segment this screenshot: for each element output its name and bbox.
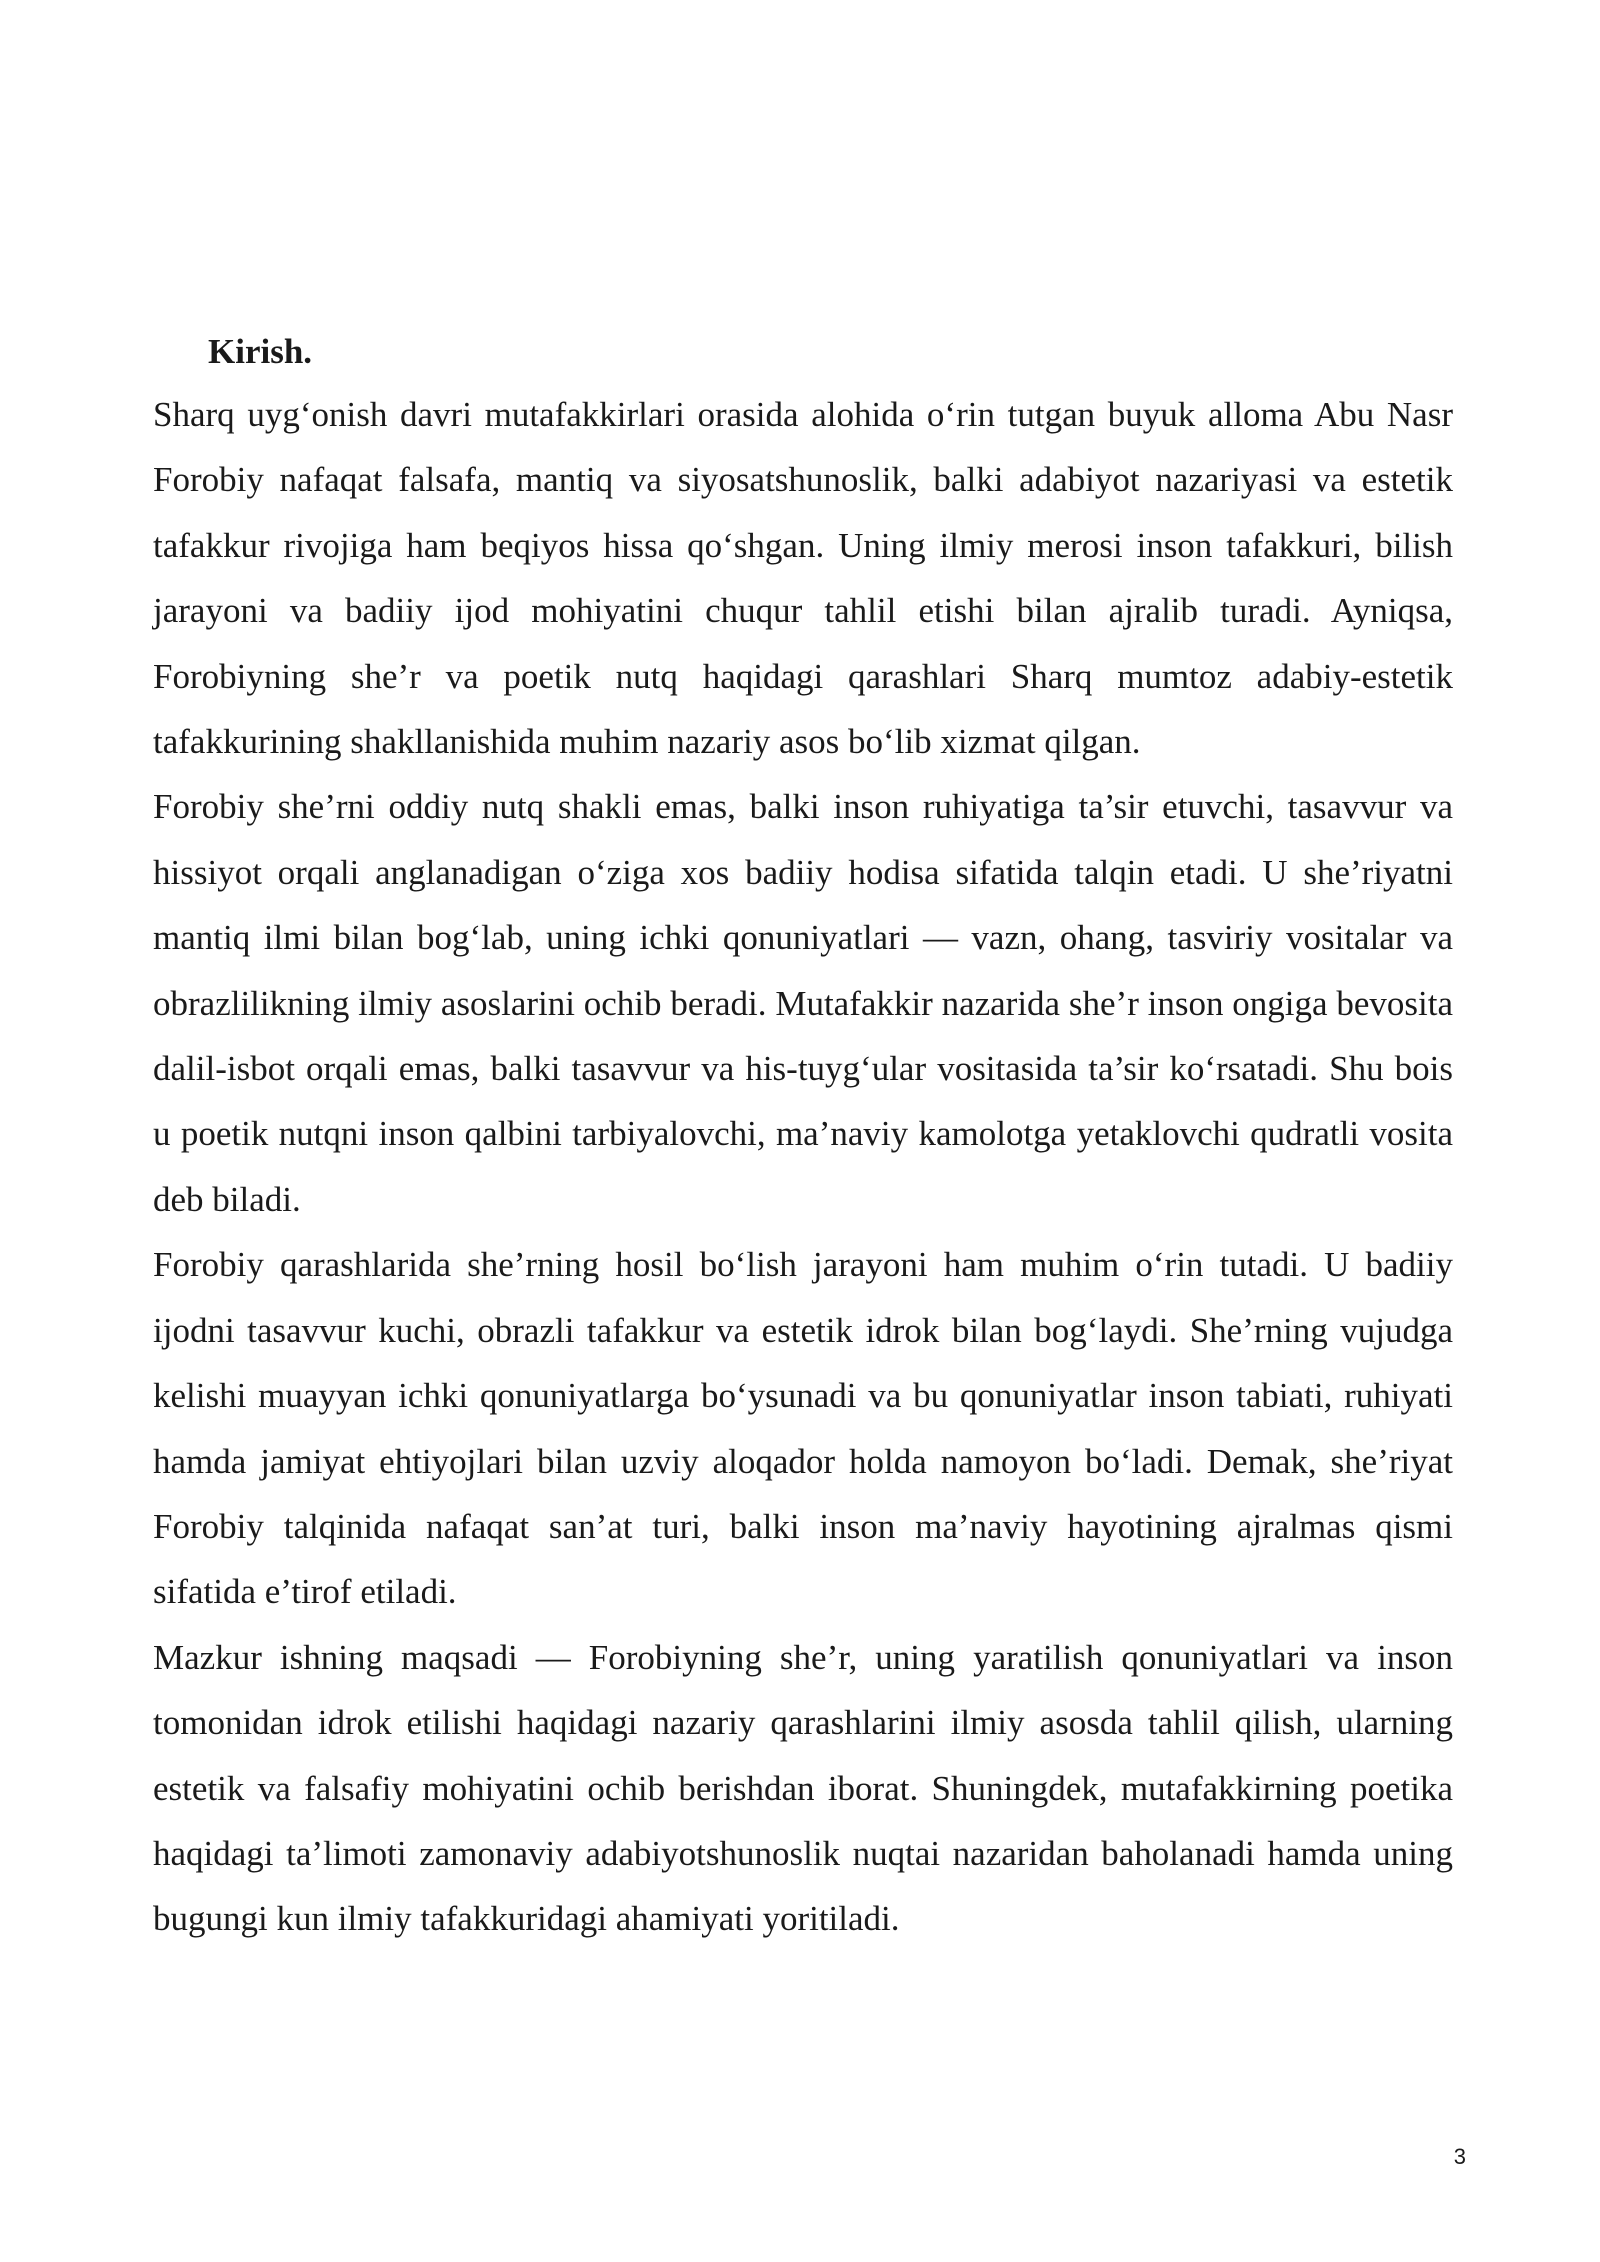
paragraph-2: Forobiy she’rni oddiy nutq shakli emas, balki inson ruhiyatiga ta’sir etuvchi, tasavvur va hissiyot orqali anglanadigan o‘ziga xos badiiy hodisa sifatida talqin etadi. U she’riyatni mantiq ilmi bilan bog‘lab, uning ichki qonuniyatlari — vazn, ohang, tasviriy vositalar va obrazlilikning ilmiy asoslarini ochib beradi. Mutafakkir nazarida she’r inson ongiga bevosita dalil-isbot orqali emas, balki tasavvur va his-tuyg‘ular vositasida ta’sir ko‘rsatadi. Shu bois u poetik nutqni inson qalbini tarbiyalovchi, ma’naviy kamolotga yetaklovchi qudratli vosita deb biladi. [153,787,1453,1219]
section-heading: Kirish. [208,332,313,371]
paragraph-4: Mazkur ishning maqsadi — Forobiyning she’r, uning yaratilish qonuniyatlari va inson tomonidan idrok etilishi haqidagi nazariy qarashlarini ilmiy asosda tahlil qilish, ularning estetik va falsafiy mohiyatini ochib berishdan iborat. Shuningdek, mutafakkirning poetika haqidagi ta’limoti zamonaviy adabiyotshunoslik nuqtai nazaridan baholanadi hamda uning bugungi kun ilmiy tafakkuridagi ahamiyati yoritiladi. [153,1637,1453,1939]
page-number: 3 [1453,2144,1466,2169]
paragraph-3: Forobiy qarashlarida she’rning hosil bo‘lish jarayoni ham muhim o‘rin tutadi. U badiiy ijodni tasavvur kuchi, obrazli tafakkur va estetik idrok bilan bog‘laydi. She’rning vujudga kelishi muayyan ichki qonuniyatlarga bo‘ysunadi va bu qonuniyatlar inson tabiati, ruhiyati hamda jamiyat ehtiyojlari bilan uzviy aloqador holda namoyon bo‘ladi. Demak, she’riyat Forobiy talqinida nafaqat san’at turi, balki inson ma’naviy hayotining ajralmas qismi sifatida e’tirof etiladi. [153,1245,1453,1612]
paragraph-1: Sharq uyg‘onish davri mutafakkirlari orasida alohida o‘rin tutgan buyuk alloma Abu Nasr Forobiy nafaqat falsafa, mantiq va siyosatshunoslik, balki adabiyot nazariyasi va estetik tafakkur rivojiga ham beqiyos hissa qo‘shgan. Uning ilmiy merosi inson tafakkuri, bilish jarayoni va badiiy ijod mohiyatini chuqur tahlil etishi bilan ajralib turadi. Ayniqsa, Forobiyning she’r va poetik nutq haqidagi qarashlari Sharq mumtoz adabiy-estetik tafakkurining shakllanishida muhim nazariy asos bo‘lib xizmat qilgan. [153,395,1453,762]
document-body [153,322,1453,1952]
